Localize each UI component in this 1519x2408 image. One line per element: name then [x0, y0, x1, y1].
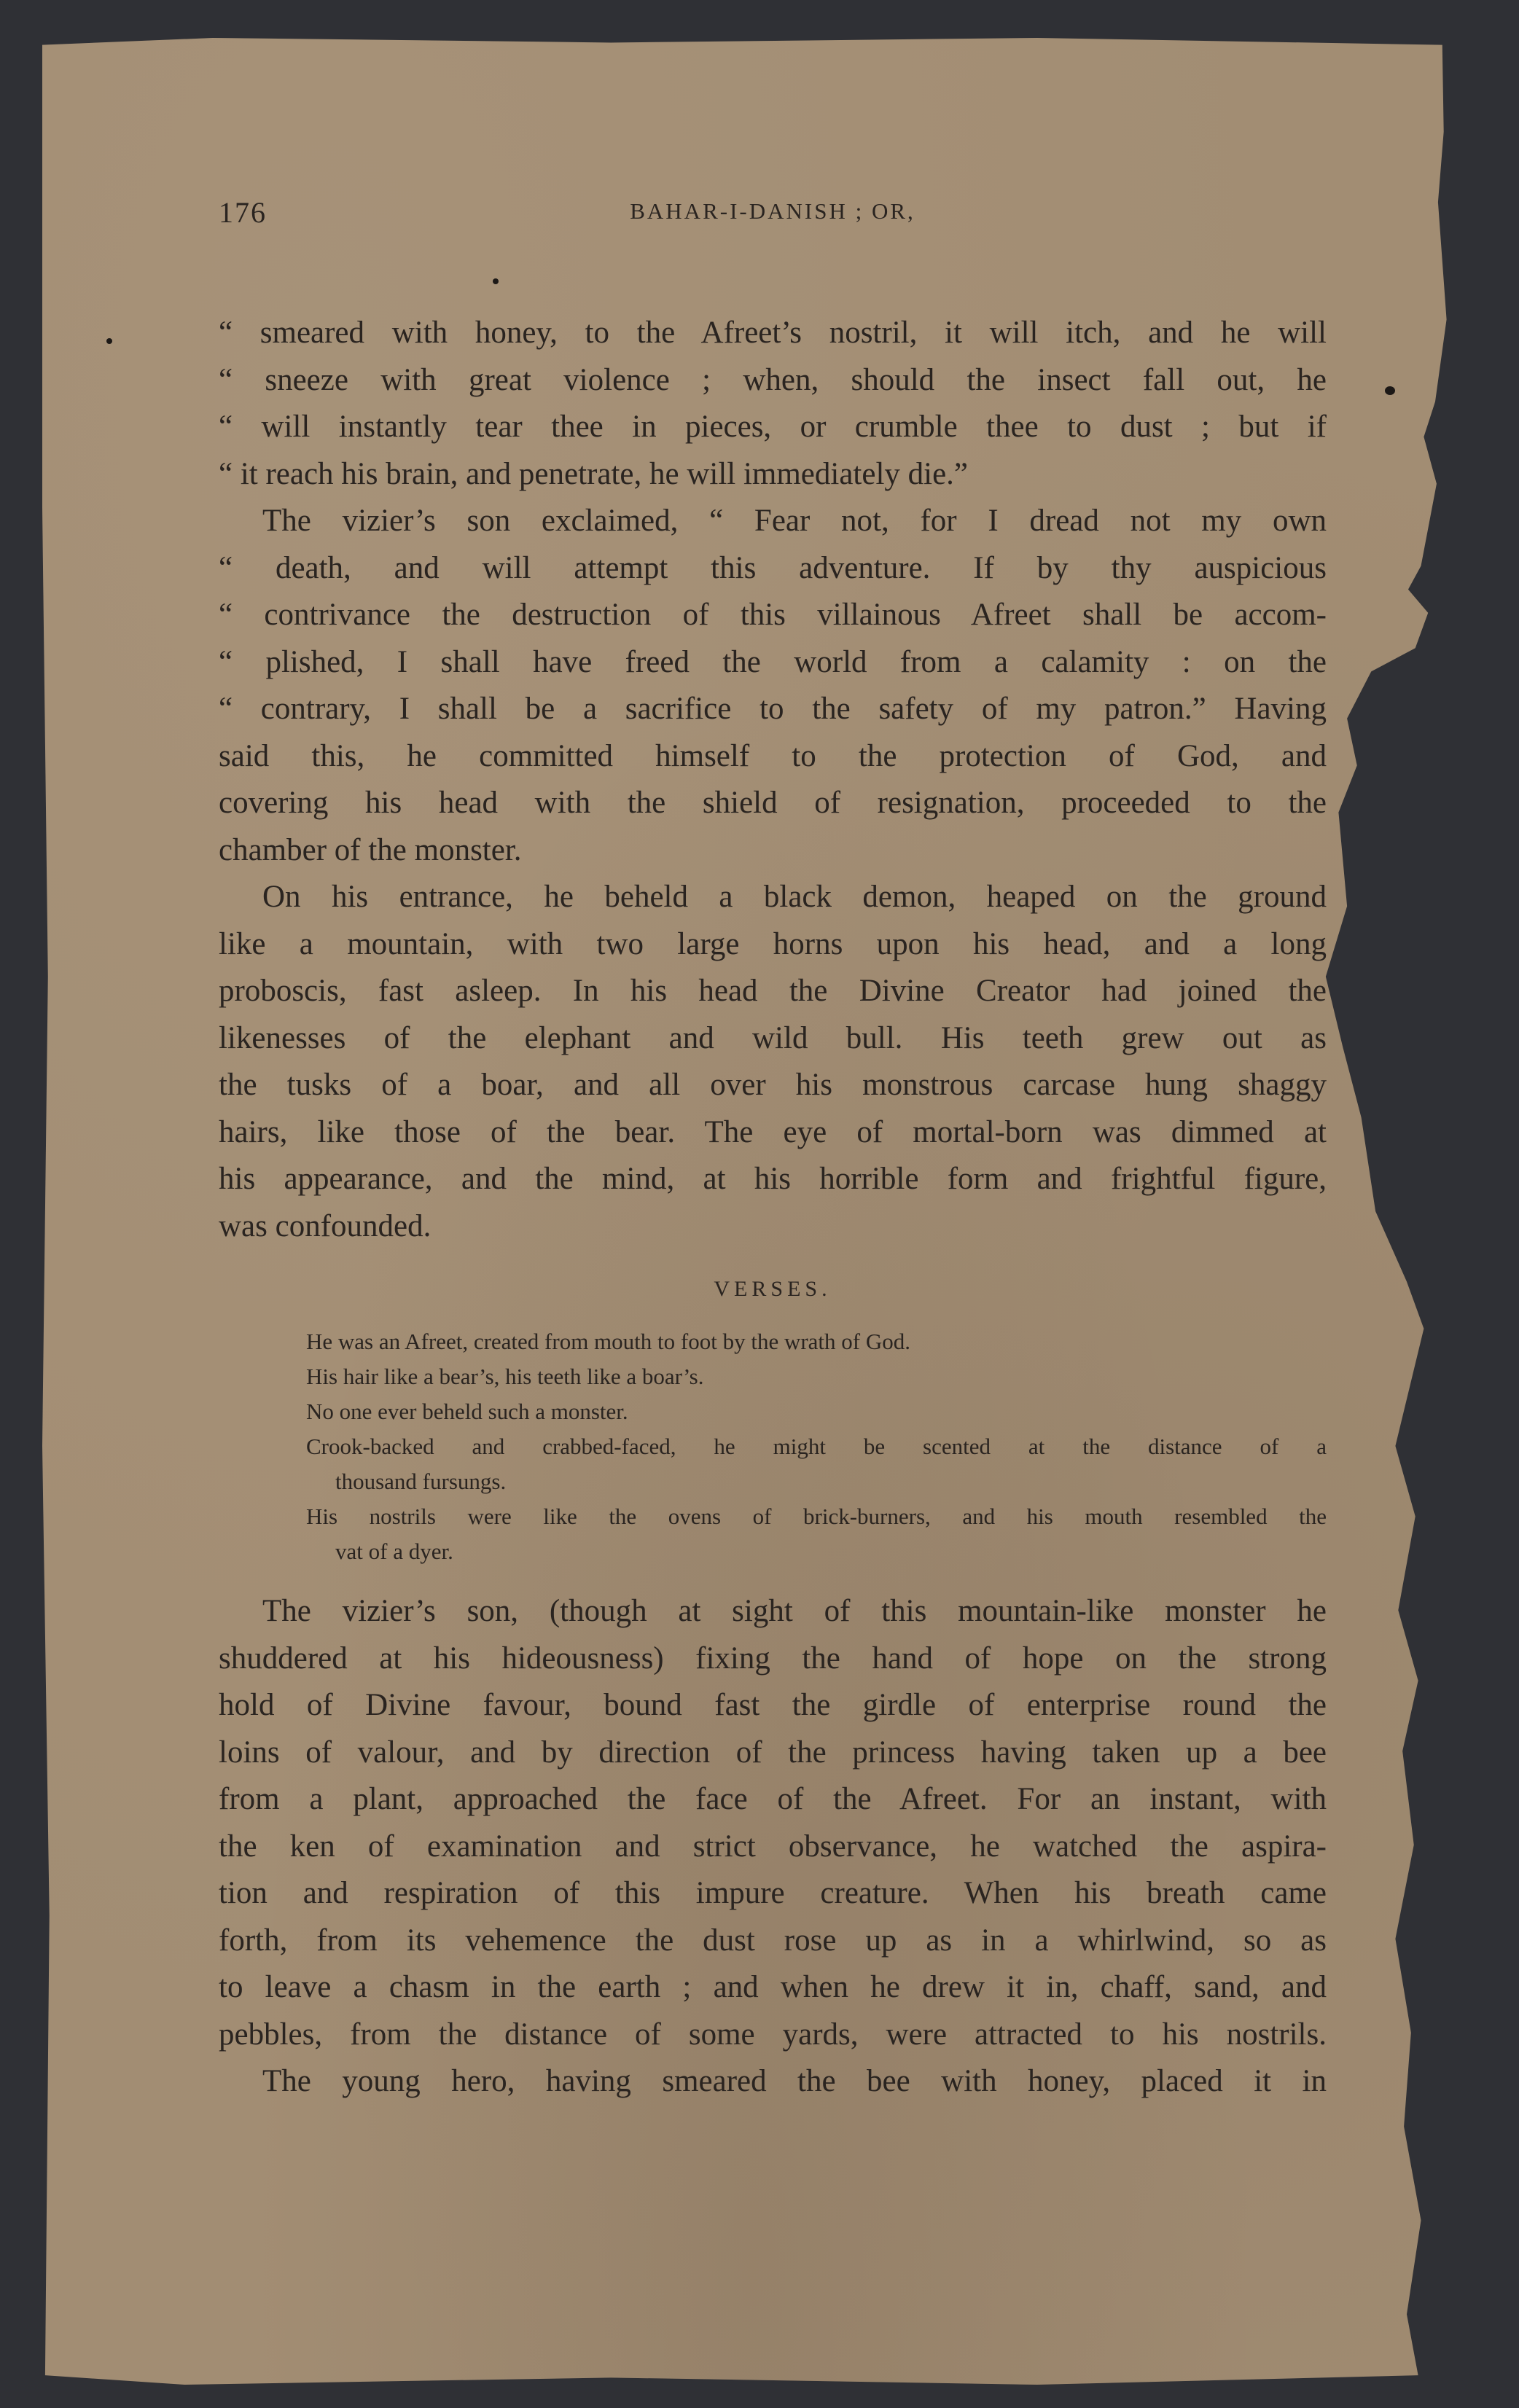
verse-line: Crook-backed and crabbed-faced, he might be scented at the distance of a — [306, 1434, 1327, 1459]
text-line: pebbles, from the distance of some yards, were attracted to his nostrils. — [219, 2017, 1327, 2052]
verse-line: vat of a dyer. — [335, 1539, 453, 1564]
verses-title: VERSES. — [714, 1277, 832, 1301]
verses-block — [219, 1324, 1327, 1569]
text-line: to leave a chasm in the earth ; and when he drew it in, chaff, sand, and — [219, 1970, 1327, 2004]
text-line: like a mountain, with two large horns upon his head, and a long — [219, 926, 1327, 961]
paragraph — [219, 310, 1327, 498]
text-line: “ plished, I shall have freed the world from a calamity : on the — [219, 644, 1327, 679]
verse-line: His nostrils were like the ovens of brick-burners, and his mouth resembled the — [306, 1504, 1327, 1529]
text-line: loins of valour, and by direction of the princess having taken up a bee — [219, 1735, 1327, 1770]
text-line: shuddered at his hideousness) fixing the hand of hope on the strong — [219, 1641, 1327, 1676]
verse-line: No one ever beheld such a monster. — [306, 1399, 628, 1424]
text-line: covering his head with the shield of resignation, proceeded to the — [219, 786, 1327, 820]
text-line: “ it reach his brain, and penetrate, he will immediately die.” — [219, 456, 969, 491]
paragraph — [219, 1588, 1327, 2058]
page-header — [219, 195, 1327, 239]
text-line: the tusks of a boar, and all over his monstrous carcase hung shaggy — [219, 1068, 1327, 1102]
text-line: chamber of the monster. — [219, 832, 522, 867]
text-line: hold of Divine favour, bound fast the girdle of enterprise round the — [219, 1688, 1327, 1722]
text-line: was confounded. — [219, 1208, 432, 1243]
text-line: his appearance, and the mind, at his horrible form and frightful figure, — [219, 1162, 1327, 1196]
verse-line: His hair like a bear’s, his teeth like a boar’s. — [306, 1364, 704, 1389]
text-line: tion and respiration of this impure creature. When his breath came — [219, 1876, 1327, 1910]
text-line: The young hero, having smeared the bee with honey, placed it in — [262, 2064, 1327, 2098]
text-line: “ contrary, I shall be a sacrifice to the safety of my patron.” Having — [219, 692, 1327, 726]
paragraph — [219, 498, 1327, 874]
text-line: likenesses of the elephant and wild bull. His teeth grew out as — [219, 1020, 1327, 1055]
text-line: “ sneeze with great violence ; when, should the insect fall out, he — [219, 362, 1327, 397]
text-line: hairs, like those of the bear. The eye of mortal-born was dimmed at — [219, 1114, 1327, 1149]
ink-speck — [1359, 847, 1364, 853]
text-line: “ death, and will attempt this adventure. If by thy auspicious — [219, 550, 1327, 585]
text-line: “ contrivance the destruction of this villainous Afreet shall be accom- — [219, 598, 1327, 632]
text-line: “ smeared with honey, to the Afreet’s nostril, it will itch, and he will — [219, 316, 1327, 350]
paragraph — [219, 874, 1327, 1250]
ink-speck — [493, 278, 499, 284]
verse-line: He was an Afreet, created from mouth to foot by the wrath of God. — [306, 1329, 910, 1354]
text-line: the ken of examination and strict observance, he watched the aspira- — [219, 1829, 1327, 1864]
ink-speck — [106, 338, 112, 344]
page-body — [219, 310, 1327, 2106]
ink-speck — [1385, 386, 1395, 395]
text-line: On his entrance, he beheld a black demon, heaped on the ground — [262, 880, 1327, 914]
text-line: proboscis, fast asleep. In his head the Divine Creator had joined the — [219, 974, 1327, 1008]
text-line: forth, from its vehemence the dust rose up as in a whirlwind, so as — [219, 1923, 1327, 1958]
text-line: The vizier’s son exclaimed, “ Fear not, for I dread not my own — [262, 504, 1327, 538]
paragraph — [219, 2058, 1327, 2106]
running-head: BAHAR-I-DANISH ; OR, — [630, 198, 915, 224]
verse-line: thousand fursungs. — [335, 1469, 507, 1494]
text-line: “ will instantly tear thee in pieces, or crumble thee to dust ; but if — [219, 410, 1327, 444]
text-line: said this, he committed himself to the protection of God, and — [219, 738, 1327, 773]
text-line: from a plant, approached the face of the Afreet. For an instant, with — [219, 1782, 1327, 1816]
page-number: 176 — [219, 196, 267, 229]
text-line: The vizier’s son, (though at sight of this mountain-like monster he — [262, 1594, 1327, 1628]
